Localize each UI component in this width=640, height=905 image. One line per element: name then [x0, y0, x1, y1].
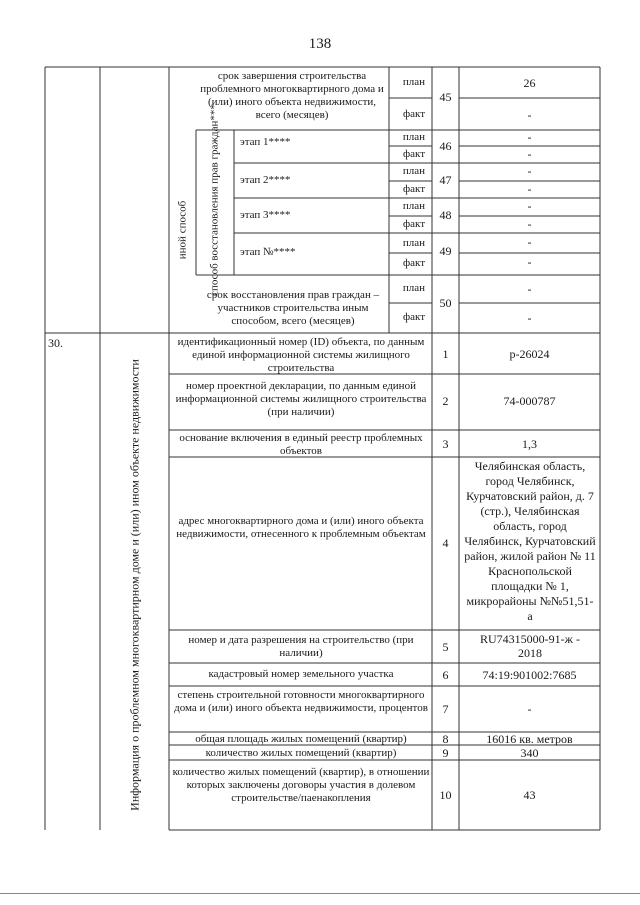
- section-row-4-value: Челябинская область, город Челябинск, Курчатовский район, д. 7 (стр.), Челябинская область, город Челябинск, Курчатовский район, жилой район № 11 Краснопольской площадки № 1, микрорайоны №№51,51-а: [464, 459, 596, 623]
- row-48-plan-value: -: [527, 199, 532, 213]
- section-row-3-value: 1,3: [522, 437, 537, 451]
- section-row-1-number: 1: [442, 347, 449, 361]
- row-50-plan-label: план: [402, 282, 426, 294]
- row-45-fact-label: факт: [402, 108, 426, 120]
- section-row-6-number: 6: [442, 668, 449, 682]
- row-47-fact-label: факт: [402, 183, 426, 195]
- row-50-number: 50: [439, 296, 452, 310]
- row-49-plan-value: -: [527, 235, 532, 249]
- section-row-6-label: кадастровый номер земельного участка: [208, 668, 394, 680]
- row-47-label: этап 2****: [240, 174, 291, 186]
- row-45-plan-value: 26: [523, 76, 536, 90]
- row-47-plan-value: -: [527, 164, 532, 178]
- section-row-2-value: 74-000787: [503, 394, 556, 408]
- scan-edge-line: [0, 893, 640, 894]
- section-row-7-value: -: [527, 702, 532, 716]
- page-number: 138: [308, 36, 332, 52]
- section-row-1-value: р-26024: [509, 347, 550, 361]
- row-48-number: 48: [439, 208, 452, 222]
- section-row-8-number: 8: [442, 732, 449, 746]
- section-row-3-label: основание включения в единый реестр проблемных объектов: [179, 432, 423, 457]
- section-row-2-number: 2: [442, 394, 449, 408]
- section-row-10-number: 10: [439, 788, 452, 802]
- row-47-fact-value: -: [527, 182, 532, 196]
- section-row-8-value: 16016 кв. метров: [486, 732, 573, 746]
- row-49-fact-value: -: [527, 255, 532, 269]
- row-46-label: этап 1****: [240, 136, 291, 148]
- section-row-8-label: общая площадь жилых помещений (квартир): [195, 733, 407, 745]
- section-row-9-number: 9: [442, 746, 449, 760]
- row-47-number: 47: [439, 173, 452, 187]
- section-row-2-label: номер проектной декларации, по данным единой информационной системы жилищного строительства (при наличии): [175, 380, 427, 418]
- section-row-1-label: идентификационный номер (ID) объекта, по данным единой информационной системы жилищного строительства: [177, 336, 425, 374]
- section-row-4-label: адрес многоквартирного дома и (или) иного объекта недвижимости, отнесенного к проблемным объектам: [176, 515, 426, 540]
- row-46-plan-value: -: [527, 130, 532, 144]
- row-49-plan-label: план: [402, 237, 426, 249]
- section-row-5-number: 5: [442, 640, 449, 654]
- section-row-5-value: RU74315000-91-ж - 2018: [480, 632, 580, 660]
- row-45-plan-label: план: [402, 76, 426, 88]
- section-row-10-label: количество жилых помещений (квартир), в отношении которых заключены договоры участия в долевом строительстве/паенакопления: [172, 766, 430, 804]
- section-row-10-value: 43: [523, 788, 536, 802]
- row-45-number: 45: [439, 90, 452, 104]
- row-49-fact-label: факт: [402, 257, 426, 269]
- row-45-fact-value: -: [527, 108, 532, 122]
- row-48-fact-label: факт: [402, 218, 426, 230]
- other-method-label: иной способ: [176, 200, 189, 260]
- row-50-plan-value: -: [527, 282, 532, 296]
- section-row-7-number: 7: [442, 702, 449, 716]
- row-50-fact-label: факт: [402, 311, 426, 323]
- row-47-plan-label: план: [402, 165, 426, 177]
- section-row-7-label: степень строительной готовности многоквартирного дома и (или) иного объекта недвижимости, процентов: [174, 689, 428, 714]
- row-50-label: срок восстановления прав граждан – участников строительства иным способом, всего (месяцев): [206, 289, 380, 327]
- section-row-5-label: номер и дата разрешения на строительство (при наличии): [188, 634, 414, 659]
- section-number: 30.: [48, 336, 63, 350]
- row-49-number: 49: [439, 244, 452, 258]
- section-row-6-value: 74:19:901002:7685: [482, 668, 577, 682]
- row-48-plan-label: план: [402, 200, 426, 212]
- row-48-fact-value: -: [527, 217, 532, 231]
- row-50-fact-value: -: [527, 311, 532, 325]
- restore-method-label: способ восстановления прав граждан***: [208, 104, 221, 296]
- row-46-fact-label: факт: [402, 148, 426, 160]
- section-title: Информация о проблемном многоквартирном доме и (или) ином объекте недвижимости: [127, 359, 142, 811]
- section-row-4-number: 4: [442, 536, 449, 550]
- section-row-9-value: 340: [520, 746, 539, 760]
- row-46-plan-label: план: [402, 131, 426, 143]
- section-row-3-number: 3: [442, 437, 449, 451]
- row-49-label: этап №****: [240, 246, 296, 258]
- row-46-fact-value: -: [527, 147, 532, 161]
- row-48-label: этап 3****: [240, 209, 291, 221]
- row-46-number: 46: [439, 139, 452, 153]
- row-45-label: срок завершения строительства проблемного многоквартирного дома и (или) иного объекта недвижимости, всего (месяцев): [200, 70, 384, 121]
- section-row-9-label: количество жилых помещений (квартир): [205, 747, 397, 759]
